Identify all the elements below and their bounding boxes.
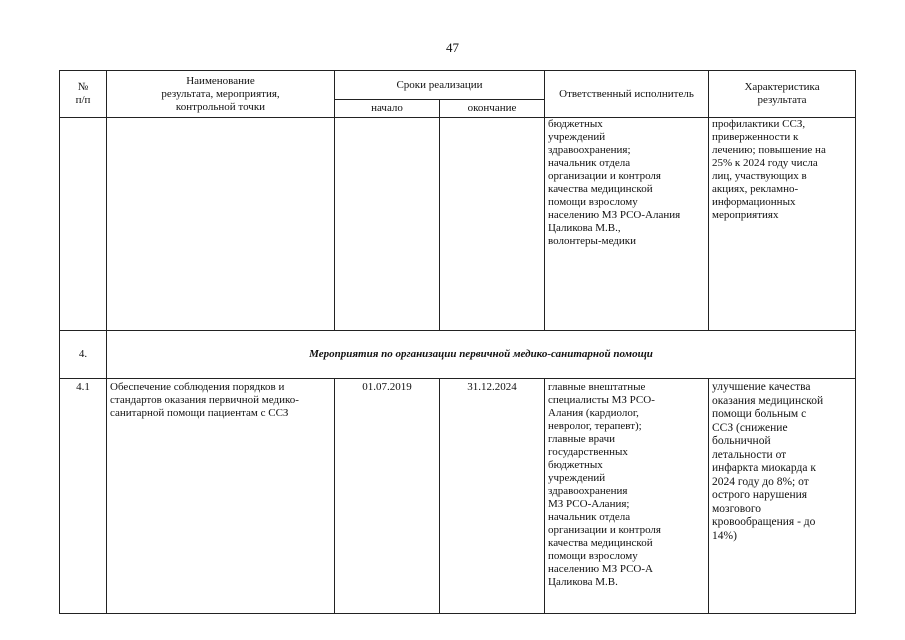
header-characteristic: Характеристика результата [709,71,856,118]
cell-name [107,118,335,331]
section-num: 4. [60,331,107,379]
cell-start: 01.07.2019 [335,379,440,614]
cell-end: 31.12.2024 [440,379,545,614]
page-number: 47 [446,40,459,55]
section-title: Мероприятия по организации первичной медико-санитарной помощи [107,331,856,379]
header-end: окончание [440,100,545,118]
header-terms: Сроки реализации [335,71,545,100]
cell-result: улучшение качества оказания медицинской помощи больным с ССЗ (снижение больничной летальности от инфаркта миокарда к 2024 году до 8%; от острого нарушения мозгового кровообращения - до 14%) [709,379,856,614]
cell-name: Обеспечение соблюдения порядков и стандартов оказания первичной медико- санитарной помощи пациентам с ССЗ [107,379,335,614]
cell-num: 4.1 [60,379,107,614]
events-table [59,70,856,614]
table-row [60,118,856,331]
cell-start [335,118,440,331]
cell-responsible: бюджетных учреждений здравоохранения; начальник отдела организации и контроля качества медицинской помощи взрослому населению МЗ РСО-Алания Цаликова М.В., волонтеры-медики [545,118,709,331]
header-name: Наименование результата, мероприятия, контрольной точки [107,71,335,118]
cell-result: профилактики ССЗ, приверженности к лечению; повышение на 25% к 2024 году числа лиц, участвующих в акциях, рекламно- информационных мероприятиях [709,118,856,331]
cell-end [440,118,545,331]
cell-num [60,118,107,331]
table-row [60,379,856,614]
header-num: № п/п [60,71,107,118]
header-responsible: Ответственный исполнитель [545,71,709,118]
section-row [60,331,856,379]
cell-responsible: главные внештатные специалисты МЗ РСО- Алания (кардиолог, невролог, терапевт); главные врачи государственных бюджетных учреждений здравоохранения МЗ РСО-Алания; начальник отдела организации и контроля качества медицинской помощи взрослому населению МЗ РСО-А Цаликова М.В. [545,379,709,614]
header-start: начало [335,100,440,118]
